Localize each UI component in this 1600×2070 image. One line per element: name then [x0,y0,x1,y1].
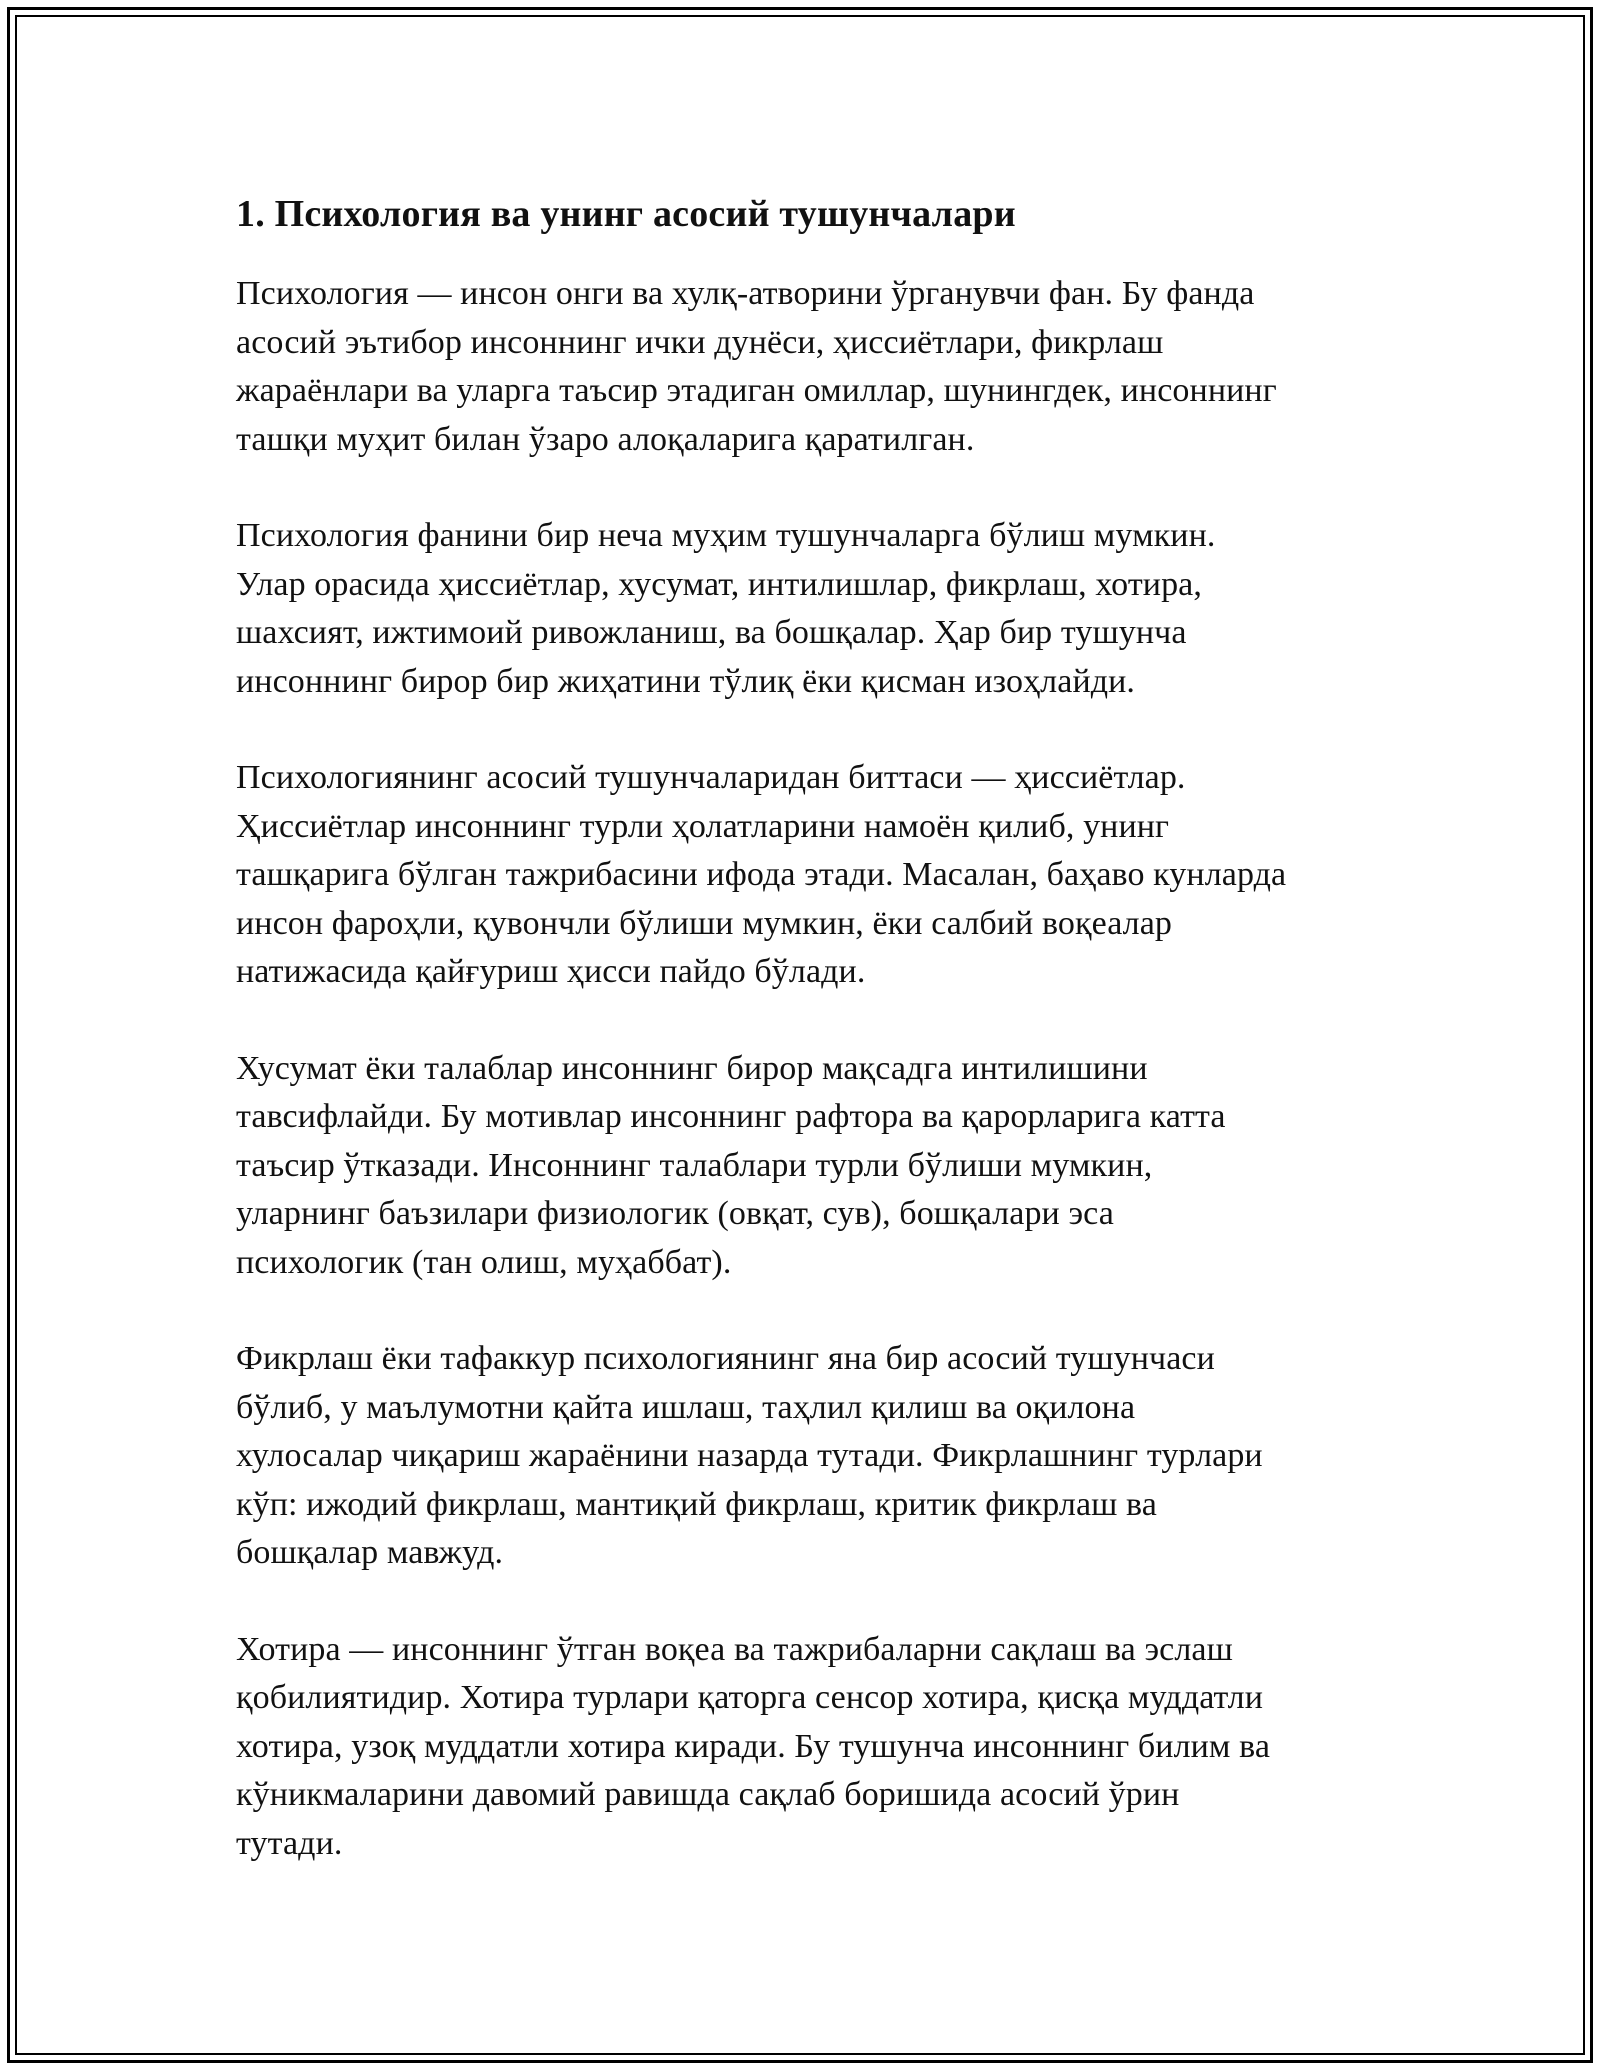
paragraph-line: таъсир ўтказади. Инсоннинг талаблари турли бўлиши мумкин, [236,1146,1153,1184]
paragraph-line: бўлиб, у маълумотни қайта ишлаш, таҳлил қилиш ва оқилона [236,1388,1136,1426]
paragraph-line: хотира, узоқ муддатли хотира киради. Бу тушунча инсоннинг билим ва [236,1727,1271,1765]
paragraph-line: қобилиятидир. Хотира турлари қаторга сенсор хотира, қисқа муддатли [236,1679,1264,1716]
paragraph-3 [236,754,1376,997]
paragraph-line: жараёнлари ва уларга таъсир этадиган омиллар, шунингдек, инсоннинг [236,372,1277,409]
paragraph-line: хулосалар чиқариш жараёнини назарда тутади. Фикрлашнинг турлари [236,1437,1263,1474]
paragraph-line: Психология — инсон онги ва хулқ-атворини ўрганувчи фан. Бу фанда [236,275,1255,312]
paragraph-line: Ҳиссиётлар инсоннинг турли ҳолатларини намоён қилиб, унинг [236,807,1170,845]
paragraph-line: бошқалар мавжуд. [236,1534,504,1571]
paragraph-2 [236,512,1376,706]
paragraph-line: асосий эътибор инсоннинг ички дунёси, ҳиссиётлари, фикрлаш [236,323,1164,361]
paragraph-5 [236,1335,1376,1578]
paragraph-line: Улар орасида ҳиссиётлар, хусумат, интилишлар, фикрлаш, хотира, [236,565,1202,603]
paragraph-line: Хотира — инсоннинг ўтган воқеа ва тажрибаларни сақлаш ва эслаш [236,1630,1233,1668]
paragraph-line: Фикрлаш ёки тафаккур психологиянинг яна бир асосий тушунчаси [236,1340,1215,1377]
paragraph-line: шахсият, ижтимоий ривожланиш, ва бошқалар. Ҳар бир тушунча [236,614,1187,651]
paragraph-line: Психологиянинг асосий тушунчаларидан биттаси — ҳиссиётлар. [236,759,1186,796]
paragraph-line: ташқарига бўлган тажрибасини ифода этади. Масалан, баҳаво кунларда [236,856,1287,893]
paragraph-line: Психология фанини бир неча муҳим тушунчаларга бўлиш мумкин. [236,517,1216,554]
paragraph-line: тутади. [236,1824,343,1862]
paragraph-line: психологик (тан олиш, муҳаббат). [236,1243,732,1281]
paragraph-line: Хусумат ёки талаблар инсоннинг бирор мақсадга интилишини [236,1049,1148,1087]
paragraph-1 [236,270,1376,464]
paragraph-line: уларнинг баъзилари физиологик (овқат, сув), бошқалари эса [236,1195,1114,1232]
paragraph-line: тавсифлайди. Бу мотивлар инсоннинг рафтора ва қарорларига катта [236,1098,1226,1135]
paragraph-line: ташқи муҳит билан ўзаро алоқаларига қаратилган. [236,420,975,458]
paragraph-line: инсон фароҳли, қувончли бўлиши мумкин, ёки салбий воқеалар [236,904,1173,942]
paragraph-line: инсоннинг бирор бир жиҳатини тўлиқ ёки қисман изоҳлайди. [236,662,1136,700]
document-title: 1. Психология ва унинг асосий тушунчалари [236,193,1016,235]
paragraph-line: кўникмаларини давомий равишда сақлаб боришида асосий ўрин [236,1776,1180,1813]
paragraph-line: кўп: ижодий фикрлаш, мантиқий фикрлаш, критик фикрлаш ва [236,1485,1157,1523]
paragraph-line: натижасида қайғуриш ҳисси пайдо бўлади. [236,953,866,990]
document-body [236,188,1376,1916]
paragraph-6 [236,1626,1376,1869]
paragraph-4 [236,1045,1376,1288]
